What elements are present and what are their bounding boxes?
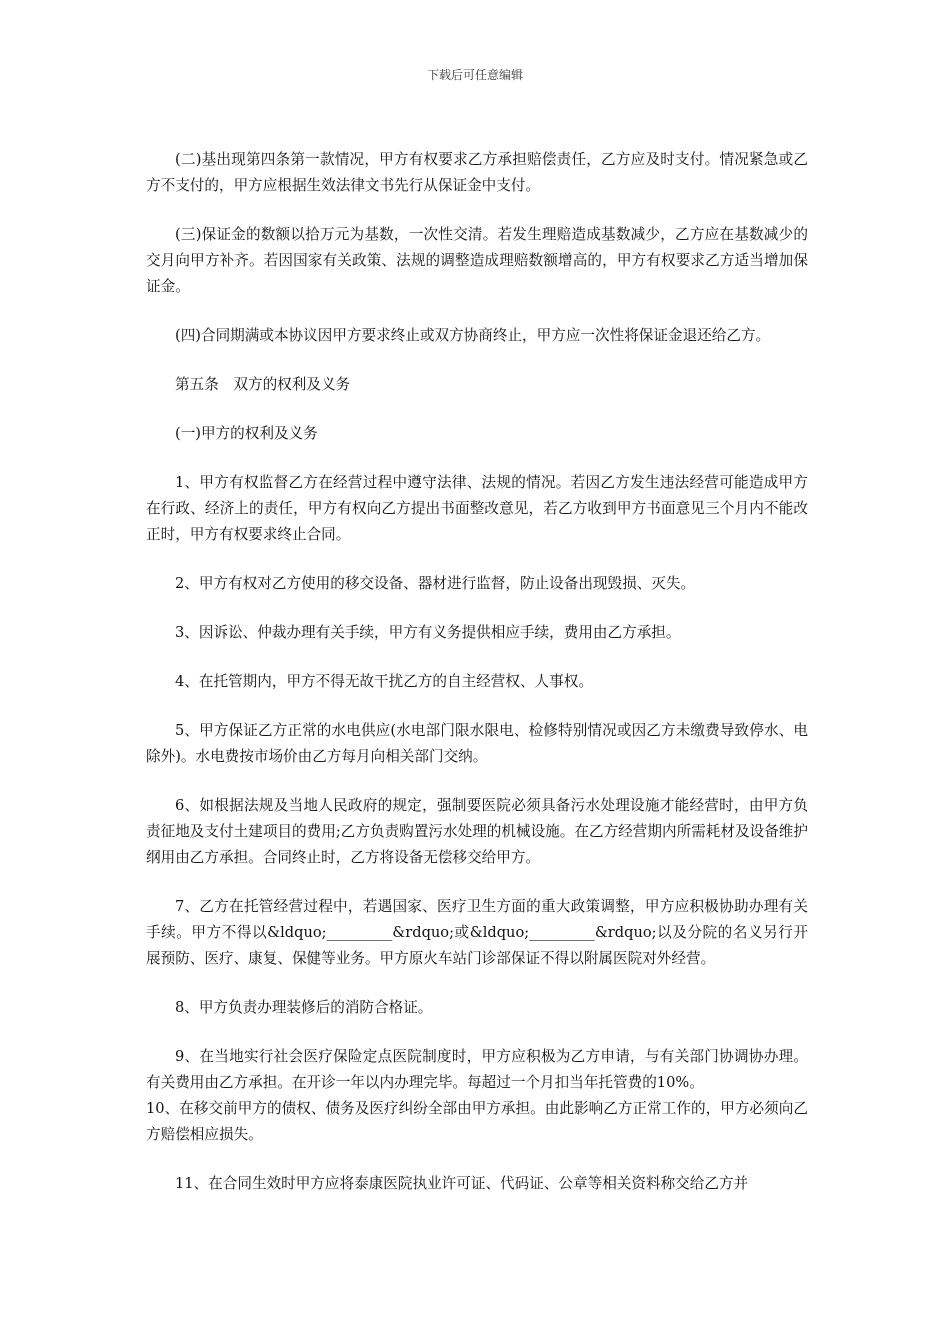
clause-2: 2、甲方有权对乙方使用的移交设备、器材进行监督，防止设备出现毁损、灭失。 — [175, 575, 696, 592]
paragraph-2-3: (三)保证金的数额以拾万元为基数，一次性交清。若发生理赔造成基数减少，乙方应在基数减少的交月向甲方补齐。若因国家有关政策、法规的调整造成理赔数额增高的，甲方有权要求乙方适当增加保证金。 — [146, 226, 808, 295]
clause-3: 3、因诉讼、仲裁办理有关手续，甲方有义务提供相应手续，费用由乙方承担。 — [175, 624, 681, 641]
clause-4: 4、在托管期内，甲方不得无故干扰乙方的自主经营权、人事权。 — [175, 673, 593, 690]
article-5-heading: 第五条 双方的权利及义务 — [175, 376, 351, 393]
clause-5: 5、甲方保证乙方正常的水电供应(水电部门限水限电、检修特别情况或因乙方未缴费导致停水、电除外)。水电费按市场价由乙方每月向相关部门交纳。 — [146, 722, 808, 765]
paragraph-2-2: (二)基出现第四条第一款情况，甲方有权要求乙方承担赔偿责任，乙方应及时支付。情况紧急或乙方不支付的，甲方应根据生效法律文书先行从保证金中支付。 — [146, 151, 808, 194]
clause-8: 8、甲方负责办理装修后的消防合格证。 — [175, 999, 433, 1016]
clause-1: 1、甲方有权监督乙方在经营过程中遵守法律、法规的情况。若因乙方发生违法经营可能造成甲方在行政、经济上的责任，甲方有权向乙方提出书面整改意见，若乙方收到甲方书面意见三个月内不能改正时，甲方有权要求终止合同。 — [146, 474, 808, 543]
clause-7: 7、乙方在托管经营过程中，若遇国家、医疗卫生方面的重大政策调整，甲方应积极协助办理有关手续。甲方不得以&ldquo;_________&rdquo;或&ldquo;_________&rdquo;以及分院的名义另行开展预防、医疗、康复、保健等业务。甲方原火车站门诊部保证不得以附属医院对外经营。 — [146, 898, 808, 967]
document-body — [146, 147, 808, 1220]
page-header: 下载后可任意编辑 — [426, 68, 523, 82]
clause-6: 6、如根据法规及当地人民政府的规定，强制要医院必须具备污水处理设施才能经营时，由甲方负责征地及支付土建项目的费用;乙方负责购置污水处理的机械设施。在乙方经营期内所需耗材及设备维护纲用由乙方承担。合同终止时，乙方将设备无偿移交给甲方。 — [146, 797, 808, 866]
paragraph-2-4: (四)合同期满或本协议因甲方要求终止或双方协商终止，甲方应一次性将保证金退还给乙方。 — [175, 327, 771, 344]
clause-9: 9、在当地实行社会医疗保险定点医院制度时，甲方应积极为乙方申请，与有关部门协调协办理。有关费用由乙方承担。在开诊一年以内办理完毕。每超过一个月扣当年托管费的10%。 — [146, 1048, 808, 1091]
clause-11: 11、在合同生效时甲方应将泰康医院执业许可证、代码证、公章等相关资料称交给乙方并 — [175, 1175, 749, 1192]
section-party-a-heading: (一)甲方的权利及义务 — [175, 425, 318, 442]
clause-10: 10、在移交前甲方的债权、债务及医疗纠纷全部由甲方承担。由此影响乙方正常工作的，甲方必须向乙方赔偿相应损失。 — [146, 1100, 808, 1143]
